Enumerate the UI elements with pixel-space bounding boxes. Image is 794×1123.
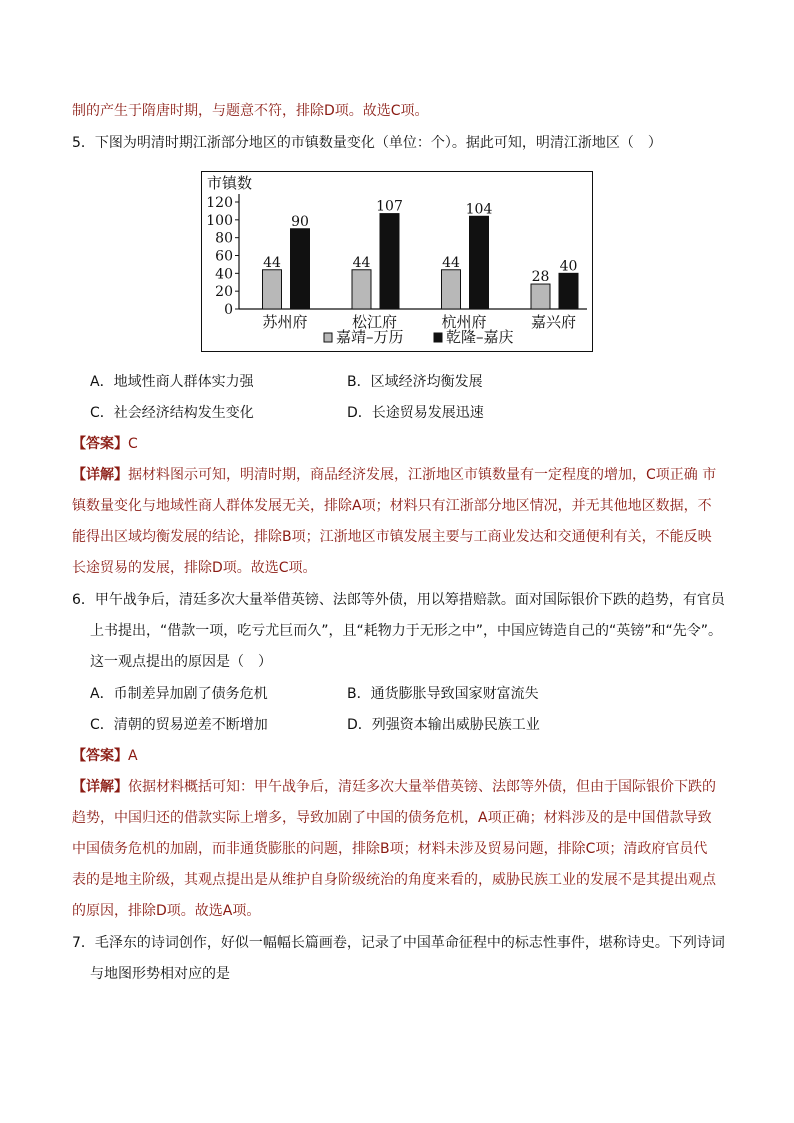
bar-chart-svg xyxy=(202,172,594,353)
q6-option-b[interactable]: B．通货膨胀导致国家财富流失 xyxy=(347,686,539,702)
explain-tag: 【详解】 xyxy=(72,467,128,483)
legend-swatch xyxy=(434,333,442,342)
q6-explain-4: 表的是地主阶级，其观点提出是从维护自身阶级统治的角度来看的，威胁民族工业的发展不是其提出观点 xyxy=(72,872,716,888)
x-tick-label: 杭州府 xyxy=(441,313,487,331)
x-tick-label: 松江府 xyxy=(351,313,398,331)
q5-explain-2: 镇数量变化与地域性商人群体发展无关，排除A项；材料只有江浙部分地区情况，并无其他地区数据，不 xyxy=(72,498,712,514)
answer-tag: 【答案】 xyxy=(72,748,128,764)
y-tick-label: 120 xyxy=(206,195,233,211)
answer-value: A xyxy=(128,748,138,764)
q5-stem: 5．下图为明清时期江浙部分地区的市镇数量变化（单位：个）。据此可知，明清江浙地区（ ） xyxy=(72,135,662,151)
bar-value-label: 104 xyxy=(465,201,493,218)
town-count-chart xyxy=(201,171,593,352)
bar-value-label: 44 xyxy=(352,254,371,271)
q6-stem-1: 6．甲午战争后，清廷多次大量举借英镑、法郎等外债，用以筹措赔款。面对国际银价下跌的趋势，有官员 xyxy=(72,592,725,608)
q6-explain-3: 中国债务危机的加剧，而非通货膨胀的问题，排除B项；材料未涉及贸易问题，排除C项；清政府官员代 xyxy=(72,841,708,857)
explain-text: 依据材料概括可知：甲午战争后，清廷多次大量举借英镑、法郎等外债，但由于国际银价下跌的 xyxy=(128,779,716,795)
legend-label: 嘉靖–万历 xyxy=(336,328,404,346)
bar-value-label: 107 xyxy=(376,198,403,215)
bar-value-label: 44 xyxy=(263,254,281,271)
q6-option-a[interactable]: A．币制差异加剧了债务危机 xyxy=(90,686,268,702)
y-tick-label: 100 xyxy=(206,212,233,229)
q6-stem-2: 上书提出，“借款一项，吃亏尤巨而久”，且“耗物力于无形之中”，中国应铸造自己的“英镑”和“先令”。 xyxy=(90,623,723,639)
q5-explain-3: 能得出区域均衡发展的结论，排除B项；江浙地区市镇发展主要与工商业发达和交通便利有关，不能反映 xyxy=(72,529,712,545)
q6-stem-3: 这一观点提出的原因是（ ） xyxy=(90,654,272,670)
bar xyxy=(531,284,550,309)
answer-value: C xyxy=(128,436,138,452)
bar xyxy=(291,229,310,309)
q5-explain-4: 长途贸易的发展，排除D项。故选C项。 xyxy=(72,560,317,576)
q5-option-a[interactable]: A．地域性商人群体实力强 xyxy=(90,374,254,390)
q6-explain-1 xyxy=(72,777,716,797)
q6-answer xyxy=(72,746,138,766)
legend-label: 乾隆–嘉庆 xyxy=(446,328,514,346)
answer-tag: 【答案】 xyxy=(72,436,128,452)
bar-value-label: 90 xyxy=(291,213,309,230)
explain-tag: 【详解】 xyxy=(72,779,128,795)
x-tick-label: 苏州府 xyxy=(262,313,308,331)
legend-swatch xyxy=(324,333,332,342)
q7-stem-2: 与地图形势相对应的是 xyxy=(90,966,230,982)
y-tick-label: 20 xyxy=(215,284,233,301)
q6-option-c[interactable]: C．清朝的贸易逆差不断增加 xyxy=(90,717,268,733)
x-tick-label: 嘉兴府 xyxy=(530,313,577,331)
y-tick-label: 40 xyxy=(215,266,233,283)
q6-explain-5: 的原因，排除D项。故选A项。 xyxy=(72,903,261,919)
bar-value-label: 44 xyxy=(442,254,460,271)
q6-option-d[interactable]: D．列强资本输出威胁民族工业 xyxy=(347,717,540,733)
bar xyxy=(442,270,461,309)
q5-explain-1 xyxy=(72,465,716,485)
y-tick-label: 60 xyxy=(215,248,233,265)
bar xyxy=(380,214,399,309)
y-tick-label: 80 xyxy=(215,230,233,247)
bar xyxy=(352,270,371,309)
bar xyxy=(263,270,282,309)
prev-answer-tail: 制的产生于隋唐时期，与题意不符，排除D项。故选C项。 xyxy=(72,103,429,119)
bar-value-label: 28 xyxy=(531,269,550,286)
q7-stem-1: 7．毛泽东的诗词创作，好似一幅幅长篇画卷，记录了中国革命征程中的标志性事件，堪称诗史。下列诗词 xyxy=(72,935,725,951)
y-axis-label: 市镇数 xyxy=(207,174,253,192)
q5-option-d[interactable]: D．长途贸易发展迅速 xyxy=(347,405,484,421)
bar xyxy=(470,216,489,309)
bar xyxy=(559,273,578,309)
q5-answer xyxy=(72,434,138,454)
y-tick-label: 0 xyxy=(224,302,233,318)
q5-option-c[interactable]: C．社会经济结构发生变化 xyxy=(90,405,254,421)
bar-value-label: 40 xyxy=(559,258,578,275)
q5-option-b[interactable]: B．区域经济均衡发展 xyxy=(347,374,483,390)
explain-text: 据材料图示可知，明清时期，商品经济发展，江浙地区市镇数量有一定程度的增加，C项正确 市 xyxy=(128,467,717,483)
q6-explain-2: 趋势，中国归还的借款实际上增多，导致加剧了中国的债务危机，A项正确；材料涉及的是中国借款导致 xyxy=(72,810,712,826)
